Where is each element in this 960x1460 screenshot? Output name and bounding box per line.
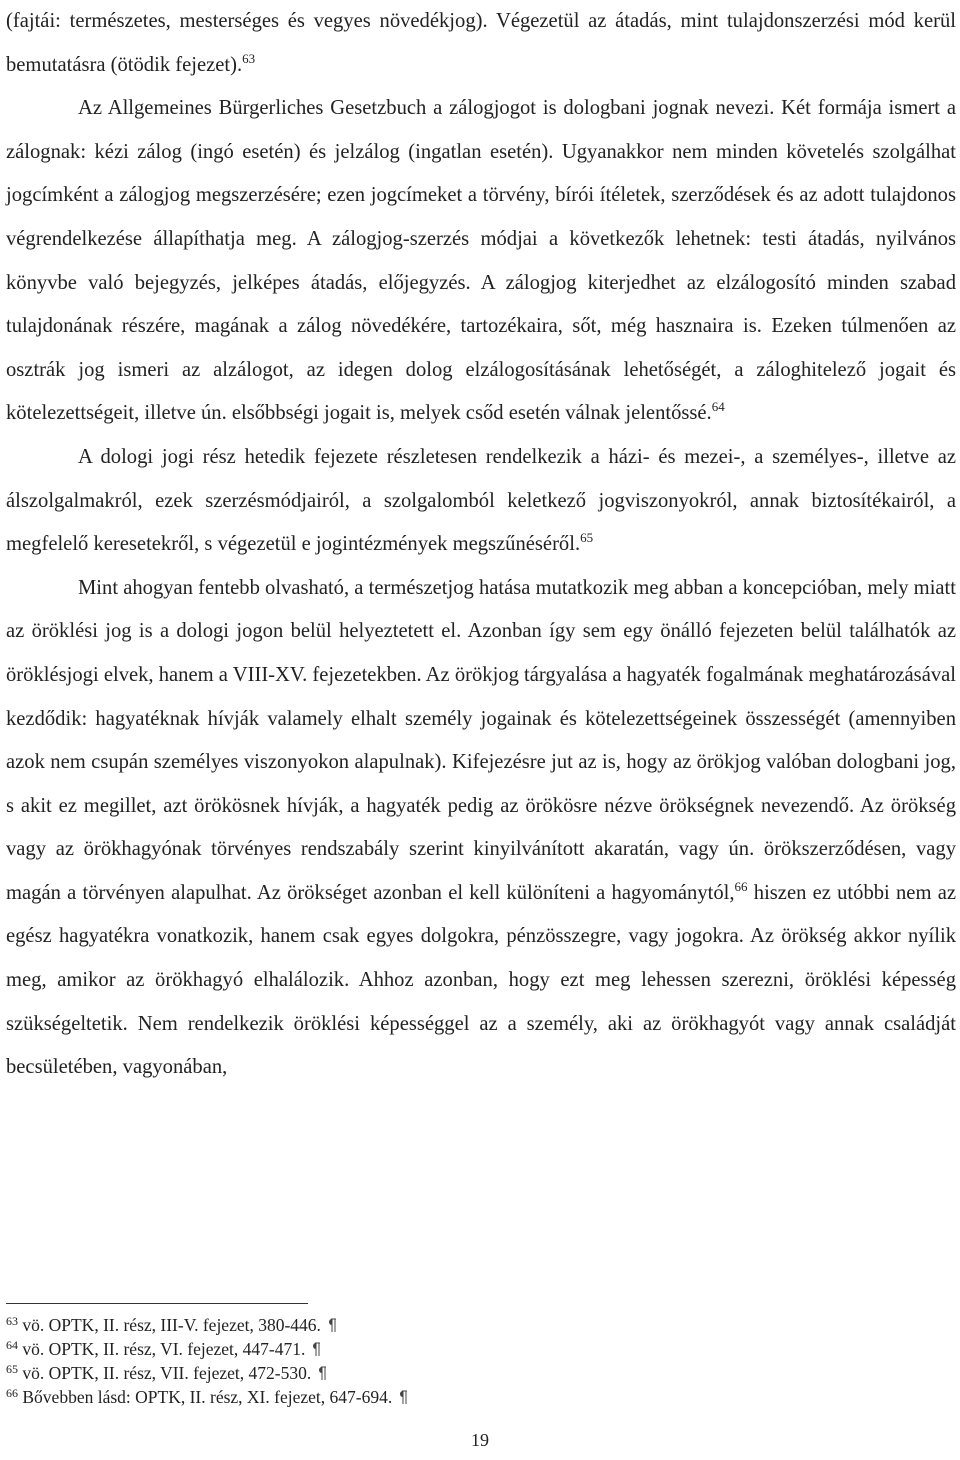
paragraph-text: Mint ahogyan fentebb olvasható, a természetjog hatása mutatkozik meg abban a koncepcióban, mely miatt az öröklési jog is a dologi jogon belül helyeztetett el. Azonban így sem egy önálló fejezeten belül találhatók az öröklésjogi elvek, hanem a VIII-XV. fejezetekben. Az örökjog tárgyalása a hagyaték fogalmának meghatározásával kezdődik: hagyatéknak hívják valamely elhalt személy jogainak és kötelezettségeinek összességét (amennyiben azok nem csupán személyes viszonyokon alapulnak). Kifejezésre jut az is, hogy az örökjog valóban dologbani jog, s akit ez megillet, azt örökösnek hívják, a hagyaték pedig az örökösre nézve örökségnek nevezendő. Az örökség vagy az örökhagyónak törvényes rendszabály szerint kinyilvánított akaratán, vagy ún. örökszerződésen, vagy magán a törvényen alapulhat. Az örökséget azonban el kell különíteni a hagyománytól, (6, 576, 956, 904)
footnote-64 (6, 1337, 906, 1361)
footnote-ref-63[interactable]: 63 (242, 50, 256, 66)
footnote-ref-66[interactable]: 66 (734, 879, 748, 895)
pilcrow-icon[interactable] (311, 1342, 321, 1357)
footnote-number: 66 (6, 1386, 18, 1400)
paragraph-text: (fajtái: természetes, mesterséges és vegyes növedékjog). Végezetül az átadás, mint tulajdonszerzési mód kerül bemutatásra (ötödik fejezet). (6, 10, 956, 76)
footnote-66 (6, 1385, 906, 1409)
paragraph-4 (6, 567, 956, 1090)
footnote-text: Bővebben lásd: OPTK, II. rész, XI. fejezet, 647-694. (22, 1387, 393, 1407)
pilcrow-icon[interactable] (317, 1366, 327, 1381)
footnote-separator (6, 1303, 308, 1304)
footnote-number: 63 (6, 1314, 18, 1328)
paragraph-text-continued: hiszen ez utóbbi nem az egész hagyatékra vonatkozik, hanem csak egyes dolgokra, pénzösszegre, vagy jogokra. Az örökség akkor nyílik meg, amikor az örökhagyó elhalálozik. Ahhoz azonban, hogy ezt meg lehessen szerezni, öröklési képesség szükségeltetik. Nem rendelkezik öröklési képességgel az a személy, aki az örökhagyót vagy annak családját becsületében, vagyonában, (6, 881, 956, 1079)
footnote-ref-65[interactable]: 65 (580, 530, 594, 546)
pilcrow-icon[interactable] (398, 1390, 408, 1405)
paragraph-1 (6, 0, 956, 87)
footnote-number: 64 (6, 1338, 18, 1352)
footnote-ref-64[interactable]: 64 (711, 399, 725, 415)
footnote-text: vö. OPTK, II. rész, III-V. fejezet, 380-446. (22, 1315, 321, 1335)
footnote-number: 65 (6, 1362, 18, 1376)
body-text (6, 0, 956, 1090)
footnote-65 (6, 1361, 906, 1385)
footnote-63 (6, 1313, 906, 1337)
page-number: 19 (471, 1430, 489, 1450)
footnotes (6, 1313, 906, 1409)
pilcrow-icon[interactable] (327, 1318, 337, 1333)
paragraph-2 (6, 87, 956, 436)
paragraph-text: A dologi jogi rész hetedik fejezete részletesen rendelkezik a házi- és mezei-, a személyes-, illetve az álszolgalmakról, ezek szerzésmódjairól, a szolgalomból keletkező jogviszonyokról, annak biztosítékairól, a megfelelő keresetekről, s végezetül e jogintézmények megszűnéséről. (6, 445, 956, 556)
paragraph-text: Az Allgemeines Bürgerliches Gesetzbuch a zálogjogot is dologbani jognak nevezi. Két formája ismert a zálognak: kézi zálog (ingó esetén) és jelzálog (ingatlan esetén). Ugyanakkor nem minden követelés szolgálhat jogcímként a zálogjog megszerzésére; ezen jogcímeket a törvény, bírói ítéletek, szerződések és az adott tulajdonos végrendelkezése állapíthatja meg. A zálogjog-szerzés módjai a következők lehetnek: testi átadás, nyilvános könyvbe való bejegyzés, jelképes átadás, előjegyzés. A zálogjog kiterjedhet az elzálogosító minden szabad tulajdonának részére, magának a zálog növedékére, tartozékaira, sőt, még hasznaira is. Ezeken túlmenően az osztrák jog ismeri az alzálogot, az idegen dolog elzálogosításának lehetőségét, a záloghitelező jogait és kötelezettségeit, illetve ún. elsőbbségi jogait is, melyek csőd esetén válnak jelentőssé. (6, 97, 956, 425)
paragraph-3 (6, 436, 956, 567)
footnote-text: vö. OPTK, II. rész, VII. fejezet, 472-530. (22, 1363, 312, 1383)
page (6, 0, 956, 1090)
footnote-text: vö. OPTK, II. rész, VI. fejezet, 447-471. (22, 1339, 306, 1359)
